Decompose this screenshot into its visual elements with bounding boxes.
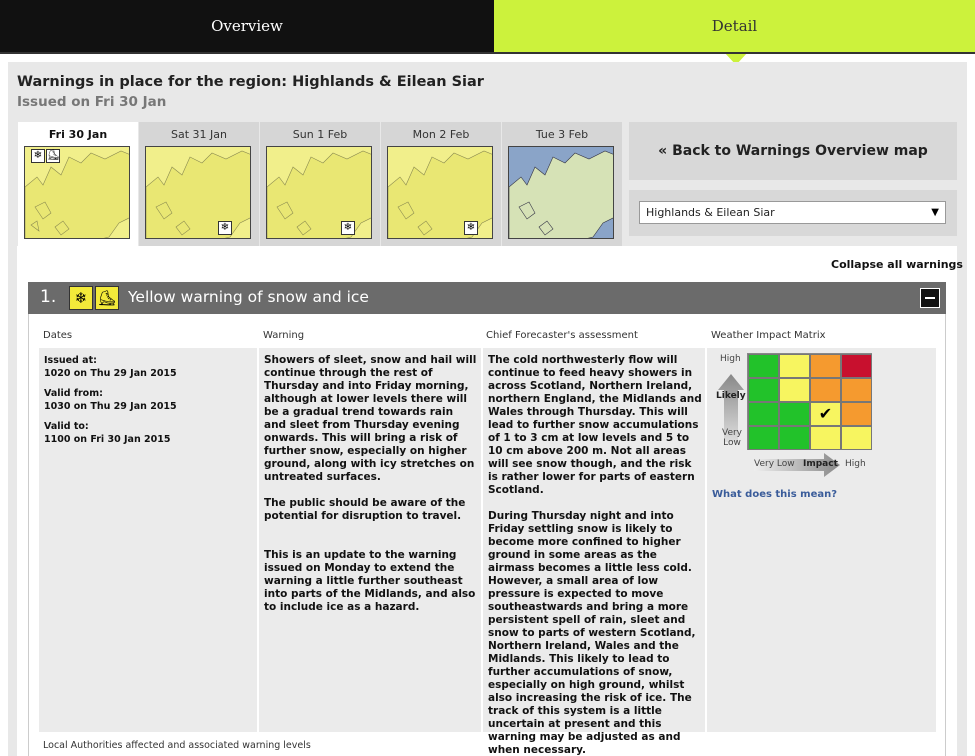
assessment-text [488, 354, 702, 756]
day-tab-label: Mon 2 Feb [412, 128, 470, 141]
map-thumbnail [146, 147, 251, 239]
region-select[interactable] [639, 201, 946, 224]
day-tab-fri[interactable] [18, 122, 138, 246]
warning-paragraph: Showers of sleet, snow and hail will continue through the rest of Thursday and into Friday morning, although at lower levels there will be a gradual trend towards rain and sleet from Thursday evening onwards. This will bring a risk of further snow, especially on higher ground, along with icy stretches on untreated surfaces. [264, 354, 477, 483]
day-map[interactable] [508, 146, 614, 239]
region-select-value: Highlands & Eilean Siar [646, 206, 775, 219]
issued-label: Issued at: [44, 355, 97, 366]
col-head-dates: Dates [43, 330, 73, 341]
day-map[interactable] [145, 146, 251, 239]
day-tab-sat[interactable] [139, 122, 259, 246]
collapse-all-link[interactable]: Collapse all warnings [831, 258, 963, 271]
dates-details [44, 354, 254, 446]
dropdown-arrow-icon: ▼ [931, 207, 939, 218]
day-tab-label: Tue 3 Feb [535, 128, 589, 141]
warning-paragraph: This is an update to the warning issued on Monday to extend the warning a little further southeast into parts of the Midlands, and also to include ice as a hazard. [264, 549, 476, 613]
warning-number: 1. [40, 287, 57, 307]
page-title: Warnings in place for the region: Highlands & Eilean Siar [17, 74, 484, 90]
nav-divider [0, 52, 975, 54]
valid-from-label: Valid from: [44, 388, 103, 399]
matrix-high-x-label: High [845, 459, 866, 469]
map-thumbnail [509, 147, 614, 239]
issued-date: Issued on Fri 30 Jan [17, 94, 167, 110]
snowflake-icon: ❄ [464, 221, 478, 235]
matrix-cell [779, 378, 810, 402]
issued-value: 1020 on Thu 29 Jan 2015 [44, 368, 177, 379]
day-tab-label: Sat 31 Jan [171, 128, 227, 141]
matrix-cell [748, 378, 779, 402]
matrix-very-low-label: Very Low [721, 428, 743, 448]
valid-from-value: 1030 on Thu 29 Jan 2015 [44, 401, 177, 412]
ice-icon: ⛸ [95, 286, 119, 310]
snowflake-icon: ❄ [341, 221, 355, 235]
matrix-check-icon: ✔ [818, 404, 833, 423]
day-tab-label: Sun 1 Feb [292, 128, 348, 141]
matrix-high-label: High [720, 354, 741, 364]
matrix-impact-label: Impact [803, 459, 838, 469]
matrix-cell [748, 426, 779, 450]
warning-paragraph: The public should be aware of the potential for disruption to travel. [264, 497, 466, 522]
matrix-cell [841, 426, 872, 450]
matrix-cell [748, 402, 779, 426]
matrix-cell [748, 354, 779, 378]
snowflake-icon: ❄ [69, 286, 93, 310]
matrix-cell [810, 354, 841, 378]
matrix-cell [779, 426, 810, 450]
col-head-warning: Warning [263, 330, 305, 341]
matrix-cell [810, 378, 841, 402]
matrix-likely-label: Likely [716, 391, 746, 401]
warning-header[interactable] [28, 282, 946, 314]
col-head-assessment: Chief Forecaster's assessment [486, 330, 638, 341]
day-tab-tue[interactable] [502, 122, 622, 246]
day-map[interactable] [266, 146, 372, 239]
valid-to-value: 1100 on Fri 30 Jan 2015 [44, 434, 171, 445]
warning-title: Yellow warning of snow and ice [128, 288, 369, 306]
assessment-paragraph: During Thursday night and into Friday settling snow is likely to become more confined to higher ground in some areas as the airmass becomes a little less cold. However, a small area of low pressure is expected to move southeastwards and bring a more persistent spell of rain, sleet and snow to parts of western Scotland, Northern Ireland, Wales and the Midlands. This likely to lead to further accumulations of snow, especially on high ground, whilst also increasing the risk of ice. The track of this system is a little uncertain at present and this warning may be adjusted as and when necessary. [488, 510, 696, 756]
col-head-matrix: Weather Impact Matrix [711, 330, 826, 341]
matrix-cell [841, 402, 872, 426]
assessment-paragraph: The cold northwesterly flow will continue to feed heavy showers in across Scotland, Northern Ireland, northern England, the Midlands and Wales through Thursday. This will lead to further snow accumulations of 1 to 3 cm at low levels and 5 to 10 cm above 200 m. Not all areas will see snow though, and the risk is rather lower for parts of eastern Scotland. [488, 354, 702, 496]
back-to-overview-link[interactable]: « Back to Warnings Overview map [629, 122, 957, 180]
matrix-cell [779, 354, 810, 378]
local-authorities-label: Local Authorities affected and associated warning levels [43, 740, 311, 751]
day-tab-label: Fri 30 Jan [48, 128, 108, 141]
matrix-cell [779, 402, 810, 426]
tab-overview[interactable]: Overview [0, 0, 494, 52]
snowflake-icon: ❄ [31, 149, 45, 163]
ice-icon: ⛸ [47, 150, 60, 161]
top-nav [0, 0, 975, 52]
day-map[interactable] [387, 146, 493, 239]
impact-matrix [747, 353, 872, 450]
what-does-this-mean-link[interactable]: What does this mean? [712, 489, 838, 500]
matrix-cell [841, 354, 872, 378]
tab-detail[interactable]: Detail [494, 0, 975, 52]
day-tab-sun[interactable] [260, 122, 380, 246]
day-tab-mon[interactable] [381, 122, 501, 246]
snowflake-icon: ❄ [218, 221, 232, 235]
valid-to-label: Valid to: [44, 421, 89, 432]
collapse-warning-button[interactable] [920, 288, 940, 308]
matrix-very-low-x-label: Very Low [754, 459, 795, 469]
matrix-cell [810, 402, 841, 426]
warning-text [264, 354, 478, 627]
map-thumbnail [267, 147, 372, 239]
matrix-cell [841, 378, 872, 402]
region-select-container [629, 190, 957, 236]
matrix-cell [810, 426, 841, 450]
day-map[interactable] [24, 146, 130, 239]
likelihood-arrow-icon [716, 372, 746, 462]
